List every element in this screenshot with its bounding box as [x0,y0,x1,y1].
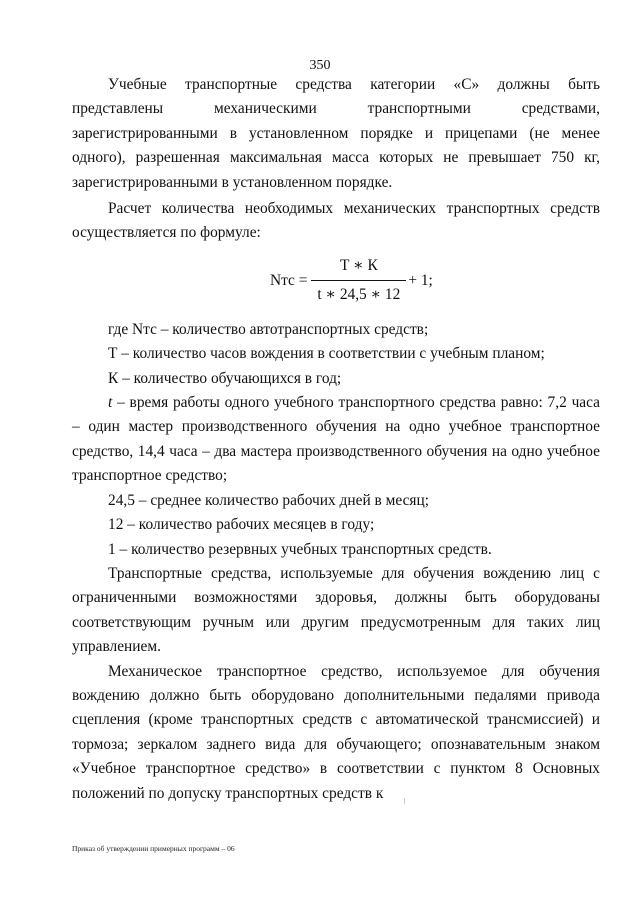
paragraph-category-c-vehicles: Учебные транспортные средства категории «С» должны быть представлены механическими транспортными средствами, зарегистрированными в установленном порядке и прицепами (не менее одного), разрешенная максимальная масса которых не превышает 750 кг, зарегистрированными в установленном порядке. [72,76,600,191]
definition-k: К – количество обучающихся в год; [108,369,342,387]
footer-note: Приказ об утверждении примерных программ – 06 [72,844,235,853]
page-number: 350 [309,58,331,73]
definition-t-time-text: – время работы одного учебного транспортного средства равно: 7,2 часа – один мастер производственного обучения на одно учебное транспортное средство, 14,4 часа – два мастера производственного обучения на одно учебное транспортное средство; [72,394,600,485]
definition-reserve: 1 – количество резервных учебных транспортных средств. [108,540,492,558]
definition-t-hours: Т – количество часов вождения в соответствии с учебным планом; [108,345,545,363]
formula-numerator: Т ∗ К [339,257,378,275]
definition-months: 12 – количество рабочих месяцев в году; [108,516,375,534]
definition-ntc: где Nтс – количество автотранспортных средств; [108,320,429,338]
scan-artifact [404,798,405,804]
vehicle-count-formula [72,252,600,310]
definition-days: 24,5 – среднее количество рабочих дней в месяц; [108,491,430,509]
formula-rhs: + 1; [408,271,433,289]
paragraph-calculation-intro: Расчет количества необходимых механических транспортных средств осуществляется по формуле: [72,200,600,242]
formula-denominator: t ∗ 24,5 ∗ 12 [311,280,406,307]
paragraph-vehicle-equipment: Механическое транспортное средство, используемое для обучения вождению должно быть оборудовано дополнительными педалями привода сцепления (кроме транспортных средств с автоматической трансмиссией) и тормоза; зеркалом заднего вида для обучающего; опознавательным знаком «Учебное транспортное средство» в соответствии с пунктом 8 Основных положений по допуску транспортных средств к [72,662,600,802]
definition-t-time [72,391,600,489]
document-body [72,73,600,806]
formula-lhs: Nтс = [270,271,308,289]
t-symbol: t [108,394,113,412]
formula-fraction [311,254,406,307]
paragraph-disabled-drivers: Транспортные средства, используемые для обучения вождению лиц с ограниченными возможностями здоровья, должны быть оборудованы соответствующим ручным или другим предусмотренным для таких лиц управлением. [72,564,600,656]
